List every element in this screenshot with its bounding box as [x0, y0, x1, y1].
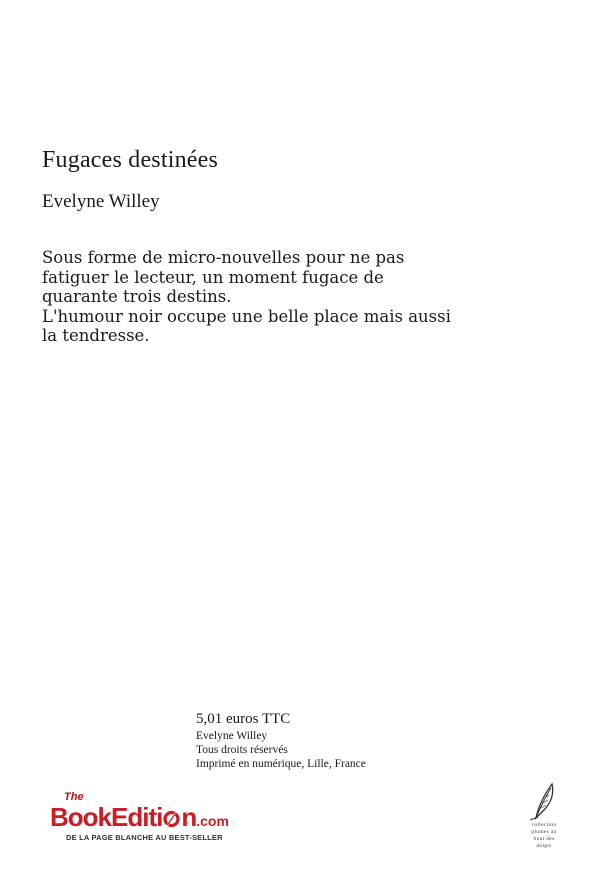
collection-line-4: doigts: [536, 843, 552, 849]
printing-notice: Imprimé en numérique, Lille, France: [196, 758, 366, 770]
logo-domain: .com: [196, 813, 229, 829]
book-author: Evelyne Willey: [42, 191, 160, 212]
price-label: 5,01 euros TTC: [196, 711, 291, 727]
feather-quill-icon: [524, 778, 564, 822]
collection-line-1: collection: [531, 822, 557, 828]
logo-wordmark: [50, 802, 229, 833]
logo-name-part1: BookEditi: [50, 802, 163, 832]
summary-paragraph-2: L'humour noir occupe une belle place mais aussi la tendresse.: [42, 306, 451, 345]
summary-paragraph-1: Sous forme de micro-nouvelles pour ne pas fatiguer le lecteur, un moment fugace de quarante trois destins.: [42, 248, 405, 306]
imprint-author: Evelyne Willey: [196, 730, 268, 742]
logo-name-part2: n: [181, 802, 197, 832]
collection-line-2: plumes au: [531, 829, 557, 835]
publisher-logo: [48, 791, 248, 845]
logo-o-pen-icon: [163, 809, 180, 828]
collection-line-3: bout des: [533, 836, 555, 842]
logo-tagline: DE LA PAGE BLANCHE AU BEST-SELLER: [66, 833, 223, 842]
book-title: Fugaces destinées: [42, 147, 219, 173]
imprint-block: [196, 710, 366, 771]
rights-notice: Tous droits réservés: [196, 744, 288, 756]
logo-the-text: The: [64, 791, 84, 803]
collection-mark: [518, 778, 570, 850]
book-summary: [42, 248, 462, 346]
